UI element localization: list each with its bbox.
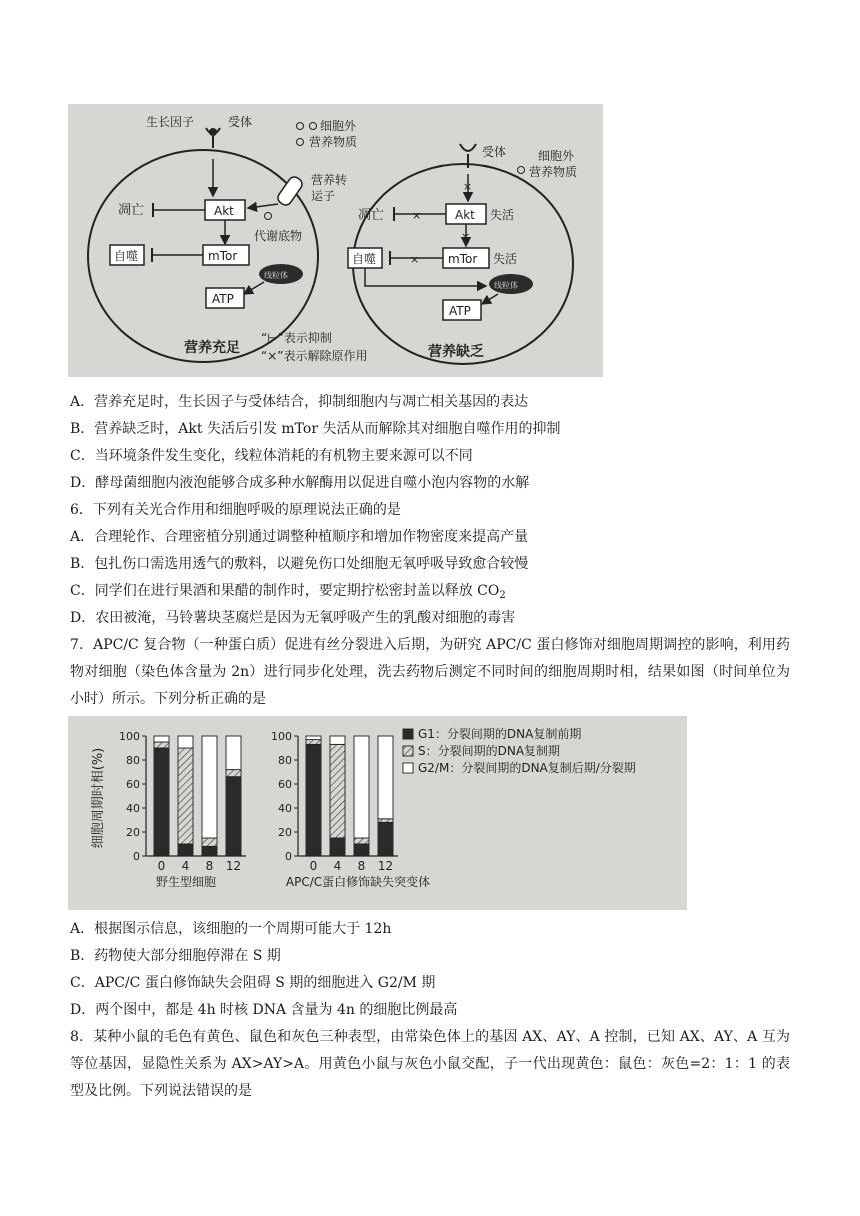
- left-atp-label: ATP: [212, 292, 234, 306]
- bar-segment: [354, 844, 369, 856]
- panel-xlabel: 野生型细胞: [155, 875, 217, 889]
- bar-segment: [202, 838, 217, 846]
- y-tick-label: 80: [126, 754, 140, 767]
- right-extracellular-label: 细胞外: [538, 149, 575, 163]
- y-tick-label: 20: [278, 826, 292, 839]
- y-tick-label: 100: [119, 730, 140, 743]
- y-tick-label: 0: [133, 850, 140, 863]
- left-apoptosis-label: 凋亡: [118, 203, 145, 218]
- bar-segment: [330, 838, 345, 856]
- bar-segment: [354, 838, 369, 844]
- svg-text:×: ×: [410, 253, 420, 266]
- y-tick-label: 100: [271, 730, 292, 743]
- y-tick-label: 60: [278, 778, 292, 791]
- cell-cycle-chart-svg: [68, 716, 687, 910]
- transporter-label-1: 营养转: [311, 173, 348, 187]
- q6-option-d: D．农田被淹，马铃薯块茎腐烂是因为无氧呼吸产生的乳酸对细胞的毒害: [70, 610, 516, 626]
- legend-swatch: [403, 729, 413, 739]
- legend-inhibit: “⊢”表示抑制: [261, 331, 332, 345]
- q7-option-c: C．APC/C 蛋白修饰缺失会阻碍 S 期的细胞进入 G2/M 期: [70, 975, 436, 991]
- q6-option-c: [70, 582, 506, 605]
- metabolite-label: 代谢底物: [254, 229, 303, 243]
- left-mito-label: 线粒体: [264, 271, 288, 280]
- right-inactive-1: 失活: [490, 208, 515, 222]
- q5-option-b: B．营养缺乏时，Akt 失活后引发 mTor 失活从而解除其对细胞自噬作用的抑制: [70, 421, 561, 437]
- bar-segment: [154, 742, 169, 748]
- legend-release: “×”表示解除原作用: [261, 349, 368, 363]
- bar-segment: [330, 736, 345, 744]
- y-tick-label: 80: [278, 754, 292, 767]
- bar-segment: [306, 736, 321, 740]
- figure-signaling-diagram: [68, 104, 603, 377]
- legend-label: G2/M：分裂间期的DNA复制后期/分裂期: [418, 761, 636, 775]
- q6-option-c-text: C．同学们在进行果酒和果醋的制作时，要定期拧松密封盖以释放 CO: [70, 583, 500, 599]
- legend-swatch: [403, 763, 413, 773]
- bar-segment: [154, 748, 169, 856]
- bar-segment: [154, 736, 169, 742]
- x-tick-label: 0: [157, 859, 166, 873]
- q5-option-d: D．酵母菌细胞内液泡能够合成多种水解酶用以促进自噬小泡内容物的水解: [70, 475, 530, 491]
- legend-label: G1：分裂间期的DNA复制前期: [418, 727, 582, 741]
- left-autophagy-label: 自噬: [114, 249, 139, 263]
- bar-segment: [354, 736, 369, 838]
- bar-segment: [306, 744, 321, 856]
- q8-stem: 8．某种小鼠的毛色有黄色、鼠色和灰色三种表型，由常染色体上的基因 AX、AY、A 控制，已知 AX、AY、A 互为等位基因，显隐性关系为 AX>AY>A。用黄色小鼠与灰色小鼠交配，子一代出现黄色：鼠色：灰色=2：1：1 的表型及比例。下列说法错误的是: [70, 1029, 790, 1099]
- left-caption: 营养充足: [184, 340, 240, 356]
- bar-segment: [378, 736, 393, 819]
- svg-text:×: ×: [412, 209, 422, 222]
- q7-option-d: D．两个图中，都是 4h 时核 DNA 含量为 4n 的细胞比例最高: [70, 1002, 458, 1018]
- right-caption: 营养缺乏: [428, 344, 484, 360]
- q6-stem: 6．下列有关光合作用和细胞呼吸的原理说法正确的是: [70, 502, 401, 518]
- right-apoptosis-label: 凋亡: [358, 208, 385, 223]
- panel-xlabel: APC/C蛋白修饰缺失突变体: [285, 875, 431, 889]
- left-mtor-label: mTor: [208, 249, 238, 263]
- left-akt-label: Akt: [214, 204, 234, 218]
- q7-option-b: B．药物使大部分细胞停滞在 S 期: [70, 948, 281, 964]
- q5-option-c: C．当环境条件发生变化，线粒体消耗的有机物主要来源可以不同: [70, 448, 473, 464]
- y-tick-label: 0: [285, 850, 292, 863]
- bar-segment: [330, 744, 345, 838]
- y-axis-title: 细胞周期时相(%): [91, 747, 106, 849]
- left-growth-factor-label: 生长因子: [146, 115, 195, 129]
- left-extracellular-label: 细胞外: [320, 119, 357, 133]
- y-tick-label: 60: [126, 778, 140, 791]
- left-receptor-label: 受体: [228, 115, 253, 129]
- x-tick-label: 4: [333, 859, 342, 873]
- right-inactive-2: 失活: [493, 252, 518, 266]
- bar-segment: [202, 736, 217, 838]
- x-tick-label: 8: [357, 859, 366, 873]
- svg-text:×: ×: [463, 180, 473, 193]
- q6-option-b: B．包扎伤口需选用透气的敷料，以避免伤口处细胞无氧呼吸导致愈合较慢: [70, 556, 529, 572]
- right-atp-label: ATP: [449, 304, 471, 318]
- transporter-label-2: 运子: [311, 189, 336, 203]
- bar-segment: [226, 770, 241, 777]
- x-tick-label: 4: [181, 859, 190, 873]
- right-receptor-label: 受体: [482, 145, 507, 159]
- co2-subscript: 2: [499, 590, 506, 601]
- q7-stem: 7．APC/C 复合物（一种蛋白质）促进有丝分裂进入后期，为研究 APC/C 蛋白修饰对细胞周期调控的影响，利用药物对细胞（染色体含量为 2n）进行同步化处理，洗去药物后测定不同时间的细胞周期时相，结果如图（时间单位为小时）所示。下列分析正确的是: [70, 637, 790, 707]
- left-growth-factor-icon: [209, 128, 217, 136]
- q5-option-a: A．营养充足时，生长因子与受体结合，抑制细胞内与凋亡相关基因的表达: [70, 394, 529, 410]
- svg-text:×: ×: [461, 230, 471, 243]
- transporter-icon: [276, 175, 305, 208]
- legend-swatch: [403, 746, 413, 756]
- right-akt-label: Akt: [455, 208, 475, 222]
- x-tick-label: 8: [205, 859, 214, 873]
- q6-option-a: A．合理轮作、合理密植分别通过调整种植顺序和增加作物密度来提高产量: [70, 529, 529, 545]
- figure-cell-cycle-chart: [68, 716, 687, 910]
- bar-segment: [178, 736, 193, 748]
- y-tick-label: 20: [126, 826, 140, 839]
- bar-segment: [178, 748, 193, 844]
- x-tick-label: 12: [225, 859, 242, 873]
- signaling-diagram-svg: [68, 104, 603, 377]
- right-autophagy-label: 自噬: [352, 252, 377, 266]
- bar-segment: [226, 736, 241, 770]
- bar-segment: [306, 740, 321, 745]
- right-nutrient-label: 营养物质: [529, 165, 578, 179]
- x-tick-label: 12: [377, 859, 394, 873]
- left-nutrient-label: 营养物质: [309, 135, 358, 149]
- x-tick-label: 0: [309, 859, 318, 873]
- y-tick-label: 40: [278, 802, 292, 815]
- bar-segment: [226, 777, 241, 856]
- y-tick-label: 40: [126, 802, 140, 815]
- right-mtor-label: mTor: [448, 252, 478, 266]
- bar-segment: [378, 819, 393, 823]
- bar-segment: [178, 844, 193, 856]
- right-mito-label: 线粒体: [494, 281, 518, 290]
- bar-segment: [378, 822, 393, 856]
- legend-label: S：分裂间期的DNA复制期: [418, 744, 561, 758]
- bar-segment: [202, 846, 217, 856]
- q7-option-a: A．根据图示信息，该细胞的一个周期可能大于 12h: [70, 921, 392, 937]
